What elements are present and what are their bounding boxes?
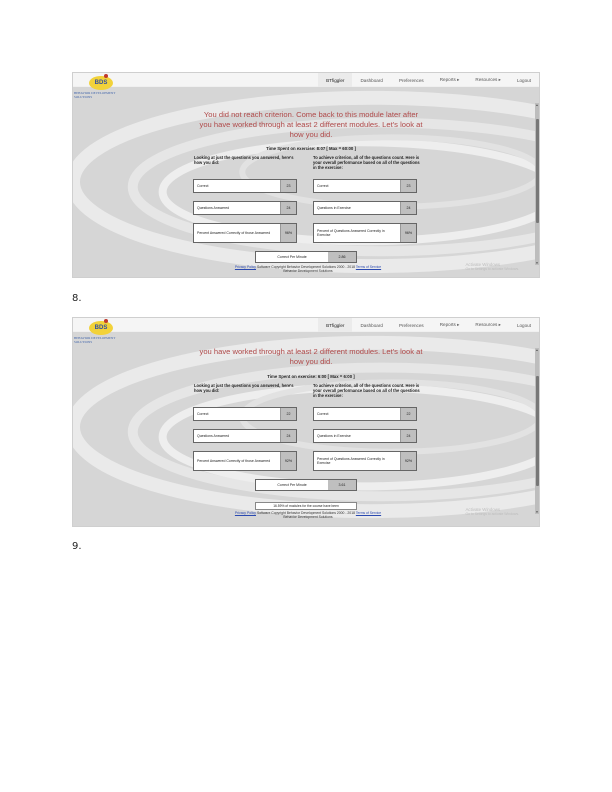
- nav-preferences[interactable]: Preferences: [398, 77, 424, 83]
- screenshot-2: [72, 317, 540, 527]
- stat-label: Questions Answered: [197, 205, 230, 210]
- right-stat-questions: [313, 201, 417, 215]
- left-stat-answered: [193, 201, 297, 215]
- nav-logout[interactable]: Logout: [516, 322, 531, 328]
- stat-value: 23: [280, 180, 296, 192]
- nav-user[interactable]: BTfiggler: [318, 73, 352, 87]
- stat-value: 23: [400, 180, 416, 192]
- nav-logout[interactable]: Logout: [516, 77, 531, 83]
- time-spent: Time Spent on exercise: 6:00 [ Max = 6:00 ]: [267, 374, 355, 379]
- stat-label: Questions in Exercise: [317, 205, 351, 210]
- stat-value: 24: [280, 430, 296, 442]
- cpm-label: Correct Per Minute: [277, 483, 307, 487]
- screenshot-1: [72, 72, 540, 278]
- nav-resources[interactable]: Resources ▸: [475, 77, 501, 82]
- stat-value: 92%: [400, 452, 416, 470]
- bds-logo[interactable]: [73, 73, 133, 103]
- left-intro: Looking at just the questions you answered, here's how you did:: [194, 383, 294, 393]
- watermark-title: Activate Windows: [465, 262, 501, 267]
- footer: [173, 265, 443, 273]
- stat-value: 92%: [280, 452, 296, 470]
- nav-reports[interactable]: Reports ▸: [439, 322, 460, 327]
- nav-user[interactable]: BTfiggler: [318, 318, 352, 332]
- logo-badge: BDS: [89, 76, 113, 90]
- nav-dashboard[interactable]: Dashboard: [360, 322, 383, 328]
- background-swirl: [73, 73, 539, 277]
- stat-label: Percent Answered Correctly of those Answered: [197, 230, 271, 235]
- stat-value: 96%: [280, 224, 296, 242]
- activate-windows-watermark: [465, 262, 519, 272]
- logo-dot: [104, 74, 108, 78]
- result-message: [181, 347, 441, 367]
- left-stat-correct: [193, 407, 297, 421]
- correct-per-minute: [255, 251, 357, 263]
- left-stat-correct: [193, 179, 297, 193]
- nav-resources[interactable]: Resources ▸: [475, 322, 501, 327]
- stat-label: Correct: [317, 183, 329, 188]
- cpm-value: 3.61: [328, 480, 356, 490]
- nav-preferences[interactable]: Preferences: [398, 322, 424, 328]
- bds-logo[interactable]: [73, 318, 133, 348]
- logo-dot: [104, 319, 108, 323]
- scrollbar-thumb[interactable]: [536, 376, 539, 486]
- left-stat-percent: [193, 223, 297, 243]
- stat-label: Correct: [197, 411, 209, 416]
- top-nav: [318, 318, 539, 332]
- time-spent: Time Spent on exercise: 8:07 [ Max = 60:00 ]: [266, 146, 356, 151]
- scroll-up-arrow-icon[interactable]: ▲: [535, 103, 539, 107]
- footer-company: Behavior Development Solutions: [283, 515, 333, 519]
- terms-of-service-link[interactable]: Terms of Service: [355, 265, 382, 269]
- activate-windows-watermark: [465, 507, 519, 517]
- stat-value: 24: [400, 430, 416, 442]
- right-stat-correct: [313, 179, 417, 193]
- scroll-up-arrow-icon[interactable]: ▲: [535, 348, 539, 352]
- message-line: you have worked through at least 2 different modules. Let's look at: [199, 120, 423, 129]
- right-stat-correct: [313, 407, 417, 421]
- step-label-9: 9.: [72, 541, 82, 552]
- step-label-8: 8.: [72, 293, 82, 304]
- stat-value: 96%: [400, 224, 416, 242]
- stat-label: Questions in Exercise: [317, 433, 351, 438]
- vertical-scrollbar[interactable]: [535, 103, 539, 265]
- stat-value: 24: [400, 202, 416, 214]
- cpm-value: 2.86: [328, 252, 356, 262]
- right-stat-percent: [313, 223, 417, 243]
- stat-label: Correct: [197, 183, 209, 188]
- stat-value: 24: [280, 202, 296, 214]
- privacy-policy-link[interactable]: Privacy Policy: [234, 511, 256, 515]
- logo-caption: BEHAVIOR DEVELOPMENT SOLUTIONS: [74, 91, 116, 99]
- watermark-sub: Go to Settings to activate Windows.: [465, 512, 519, 516]
- right-stat-percent: [313, 451, 417, 471]
- logo-caption: BEHAVIOR DEVELOPMENT SOLUTIONS: [74, 336, 116, 344]
- message-line: You did not reach criterion. Come back to this module later after: [203, 110, 419, 119]
- stat-label: Correct: [317, 411, 329, 416]
- right-intro: To achieve criterion, all of the questions count. Here is your overall performance based on all of the questions in the exercise:: [313, 155, 420, 170]
- terms-of-service-link[interactable]: Terms of Service: [355, 511, 382, 515]
- copyright-text: Software Copyright Behavior Development Solutions 2000 - 2018: [256, 511, 355, 515]
- watermark-sub: Go to Settings to activate Windows.: [465, 267, 519, 271]
- stat-value: 22: [280, 408, 296, 420]
- correct-per-minute: [255, 479, 357, 491]
- left-intro: Looking at just the questions you answered, here's how you did:: [194, 155, 294, 165]
- privacy-policy-link[interactable]: Privacy Policy: [234, 265, 256, 269]
- logo-badge: BDS: [89, 321, 113, 335]
- scrollbar-thumb[interactable]: [536, 119, 539, 223]
- message-line: you have worked through at least 2 different modules. Let's look at: [199, 347, 423, 356]
- message-line: how you did.: [289, 357, 333, 366]
- result-message: [181, 110, 441, 140]
- stat-label: Questions Answered: [197, 433, 230, 438]
- copyright-text: Software Copyright Behavior Development Solutions 2000 - 2018: [256, 265, 355, 269]
- modules-progress-note: 16.59% of modules for the course have been: [255, 502, 357, 510]
- scroll-down-arrow-icon[interactable]: ▼: [535, 261, 539, 265]
- stat-value: 22: [400, 408, 416, 420]
- cpm-label: Correct Per Minute: [277, 255, 307, 259]
- nav-reports[interactable]: Reports ▸: [439, 77, 460, 82]
- stat-label: Percent Answered Correctly of those Answered: [197, 458, 271, 463]
- scroll-down-arrow-icon[interactable]: ▼: [535, 510, 539, 514]
- right-stat-questions: [313, 429, 417, 443]
- stat-label: Percent of Questions Answered Correctly in Exercise: [317, 228, 385, 237]
- vertical-scrollbar[interactable]: [535, 348, 539, 514]
- message-line: how you did.: [289, 130, 333, 139]
- right-intro: To achieve criterion, all of the questions count. Here is your overall performance based on all of the questions in the exercise:: [313, 383, 420, 398]
- nav-dashboard[interactable]: Dashboard: [360, 77, 383, 83]
- left-stat-percent: [193, 451, 297, 471]
- stat-label: Percent of Questions Answered Correctly in Exercise: [317, 456, 385, 465]
- left-stat-answered: [193, 429, 297, 443]
- footer: [173, 511, 443, 519]
- watermark-title: Activate Windows: [465, 507, 501, 512]
- footer-company: Behavior Development Solutions: [283, 269, 333, 273]
- top-nav: [318, 73, 539, 87]
